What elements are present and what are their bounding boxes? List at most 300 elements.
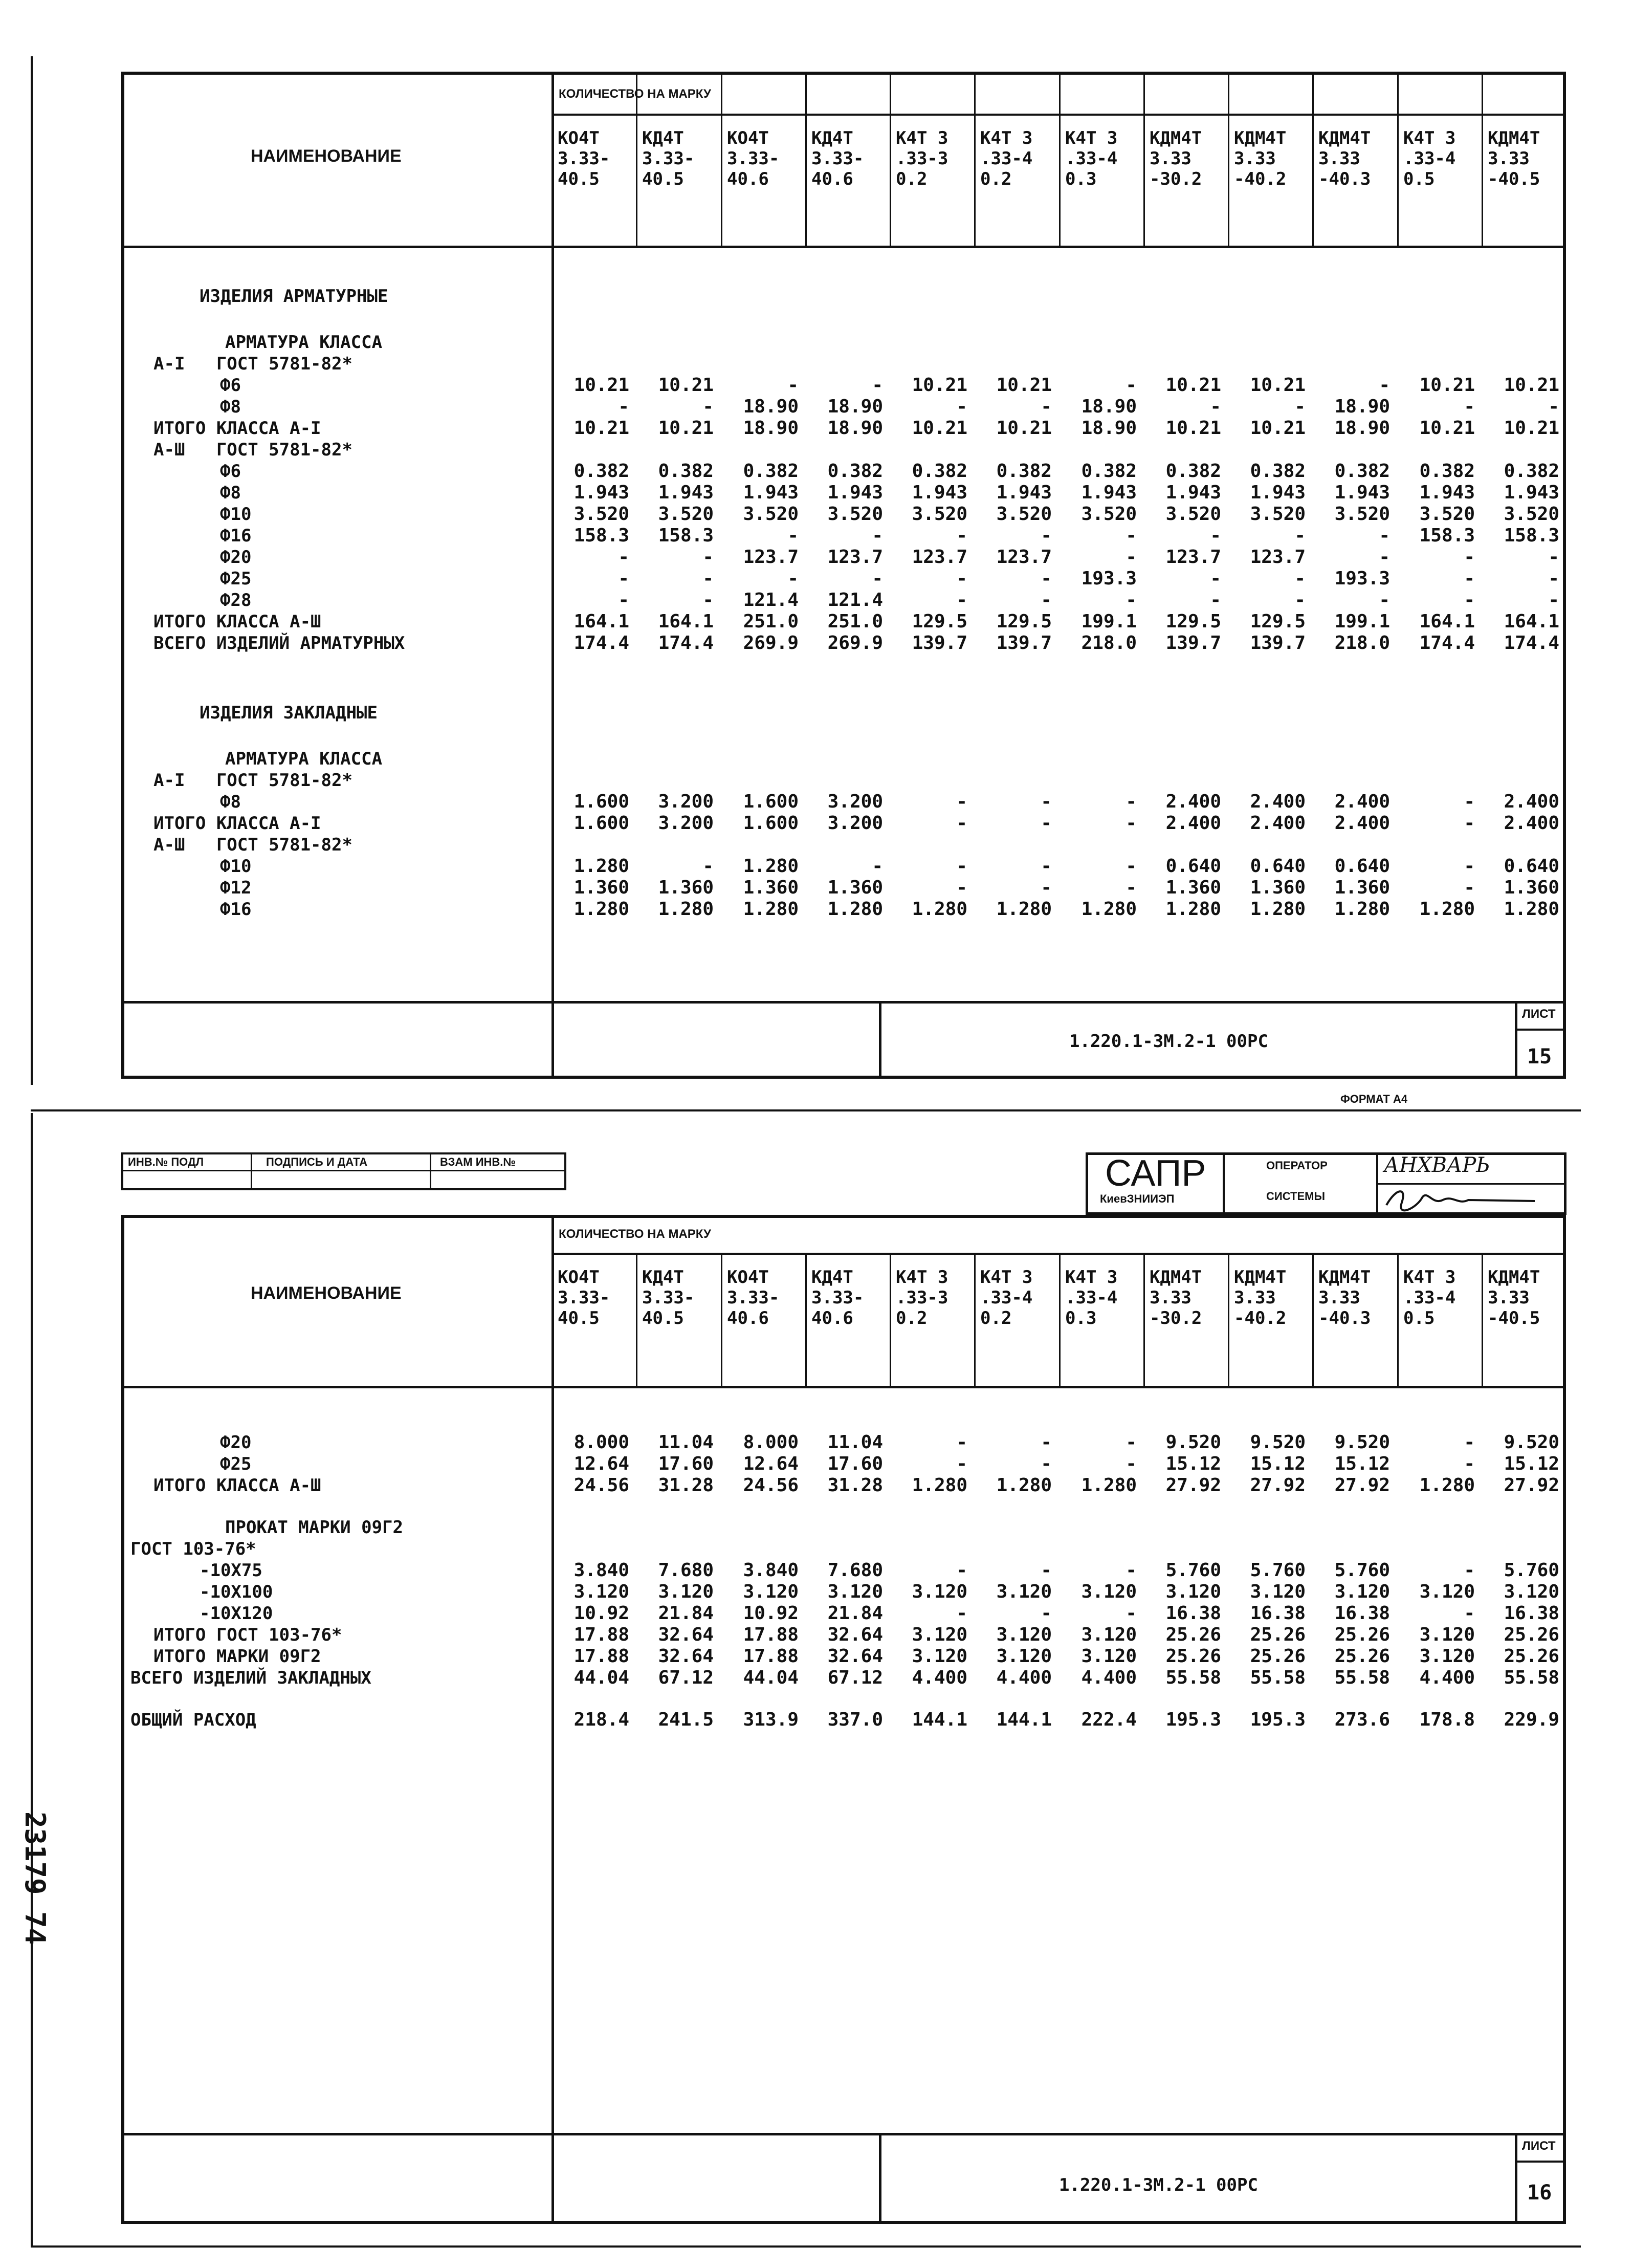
table-cell: -: [618, 396, 629, 417]
column-header-line: КО4Т: [558, 128, 600, 148]
table-cell: 10.21: [912, 418, 967, 439]
table-cell: 0.382: [1165, 461, 1221, 482]
table-cell: 1.280: [912, 1475, 967, 1496]
table-cell: 7.680: [827, 1560, 883, 1581]
table-cell: 1.943: [1081, 482, 1137, 503]
table-cell: 3.120: [1165, 1581, 1221, 1602]
row-label: Ф20: [220, 547, 252, 568]
table-cell: -: [956, 396, 967, 417]
table-cell: 9.520: [1250, 1432, 1306, 1453]
table-cell: 24.56: [743, 1475, 799, 1496]
row-label: Ф6: [220, 375, 241, 396]
column-header-line: 3.33: [1488, 1288, 1530, 1308]
column-header-line: .33-4: [1065, 1288, 1118, 1308]
table-cell: -: [1464, 590, 1475, 610]
table-cell: -: [1464, 1603, 1475, 1624]
table-cell: 55.58: [1165, 1667, 1221, 1688]
table-cell: 10.21: [912, 375, 967, 396]
table-cell: -: [1548, 396, 1559, 417]
table-cell: -: [1041, 813, 1052, 834]
table-cell: 121.4: [827, 590, 883, 610]
column-header-line: .33-4: [1403, 148, 1456, 169]
column-header: [727, 1267, 779, 1328]
table-cell: 0.640: [1165, 856, 1221, 877]
table-cell: 1.943: [1334, 482, 1390, 503]
table-cell: 1.943: [827, 482, 883, 503]
sapr-logo: САПР: [1105, 1153, 1206, 1194]
table-cell: -: [1210, 590, 1221, 610]
table-cell: 32.64: [658, 1646, 714, 1667]
table-cell: -: [956, 877, 967, 898]
table-cell: 3.120: [996, 1581, 1052, 1602]
table-cell: -: [1464, 877, 1475, 898]
table-cell: 3.520: [1504, 504, 1559, 525]
row-label: ИТОГО КЛАССА А-I: [153, 813, 321, 834]
format-label: ФОРМАТ А4: [1340, 1093, 1408, 1105]
column-header-line: .33-3: [896, 1288, 948, 1308]
table-cell: 4.400: [1081, 1667, 1137, 1688]
column-header-line: 3.33-: [558, 148, 610, 169]
column-header-line: .33-3: [896, 148, 948, 169]
table-cell: -: [1464, 1453, 1475, 1474]
table-cell: -: [872, 525, 883, 546]
table-cell: 1.943: [1250, 482, 1306, 503]
column-header-line: 3.33: [1150, 1288, 1191, 1308]
table-cell: 337.0: [827, 1709, 883, 1730]
table-cell: 16.38: [1334, 1603, 1390, 1624]
column-header-line: КДМ4Т: [1150, 128, 1202, 148]
column-header-line: КД4Т: [642, 1267, 684, 1288]
table-cell: 139.7: [996, 633, 1052, 653]
column-header-line: К4Т 3: [980, 128, 1033, 148]
table-cell: 174.4: [658, 633, 714, 653]
name-header-2: НАИМЕНОВАНИЕ: [251, 1283, 402, 1303]
row-label: ИТОГО КЛАССА А-Ш: [153, 1475, 321, 1496]
table-cell: 5.760: [1165, 1560, 1221, 1581]
table-cell: 25.26: [1250, 1624, 1306, 1645]
table-cell: 158.3: [658, 525, 714, 546]
table-cell: 195.3: [1165, 1709, 1221, 1730]
table-cell: 25.26: [1504, 1646, 1559, 1667]
column-header: [980, 128, 1032, 189]
table-cell: 1.280: [1250, 899, 1306, 920]
table-cell: 0.640: [1334, 856, 1390, 877]
row-label: ИТОГО КЛАССА А-Ш: [153, 612, 321, 632]
table-cell: 1.943: [743, 482, 799, 503]
table-cell: 3.120: [1504, 1581, 1559, 1602]
row-label: -10Х75: [200, 1560, 262, 1581]
column-header-line: КДМ4Т: [1234, 1267, 1287, 1288]
column-header-line: 3.33: [1150, 148, 1191, 169]
table-cell: 15.12: [1250, 1453, 1306, 1474]
table-cell: 3.520: [912, 504, 967, 525]
table-cell: -: [1210, 396, 1221, 417]
table-cell: 174.4: [573, 633, 629, 653]
table-cell: 2.400: [1165, 791, 1221, 812]
table-cell: 11.04: [827, 1432, 883, 1453]
table-cell: 3.120: [743, 1581, 799, 1602]
system-label: СИСТЕМЫ: [1266, 1190, 1326, 1203]
column-header-line: 3.33: [1234, 1288, 1276, 1308]
table-cell: 44.04: [573, 1667, 629, 1688]
table-cell: -: [956, 1453, 967, 1474]
table-cell: 18.90: [1081, 396, 1137, 417]
table-cell: 16.38: [1504, 1603, 1559, 1624]
table-cell: 18.90: [827, 396, 883, 417]
table-cell: 32.64: [658, 1624, 714, 1645]
table-cell: -: [1126, 813, 1137, 834]
table-cell: 218.4: [573, 1709, 629, 1730]
table-cell: 1.943: [1419, 482, 1475, 503]
table-cell: -: [702, 590, 714, 610]
table-cell: 129.5: [996, 611, 1052, 632]
table-cell: 3.120: [996, 1624, 1052, 1645]
table-cell: 2.400: [1504, 791, 1559, 812]
table-cell: -: [956, 568, 967, 589]
column-header-line: 3.33-: [642, 148, 695, 169]
table-cell: -: [1126, 590, 1137, 610]
table-cell: 11.04: [658, 1432, 714, 1453]
table-cell: 1.943: [1165, 482, 1221, 503]
table-cell: 273.6: [1334, 1709, 1390, 1730]
side-archive-number: 23179 74: [19, 1812, 51, 1945]
quantity-header-2: КОЛИЧЕСТВО НА МАРКУ: [559, 1227, 711, 1241]
table-cell: -: [1126, 1603, 1137, 1624]
table-cell: 8.000: [743, 1432, 799, 1453]
column-header: [558, 1267, 610, 1328]
row-label: -10Х120: [200, 1603, 273, 1624]
column-header-line: 3.33-: [558, 1288, 610, 1308]
table-cell: 3.120: [1419, 1624, 1475, 1645]
table-cell: 25.26: [1334, 1646, 1390, 1667]
row-label: ВСЕГО ИЗДЕЛИЙ ЗАКЛАДНЫХ: [130, 1668, 371, 1688]
row-label: Ф16: [220, 526, 252, 546]
column-header-line: 3.33-: [811, 148, 864, 169]
column-header-line: 3.33: [1318, 148, 1360, 169]
table-cell: 18.90: [1334, 396, 1390, 417]
row-label: ИТОГО МАРКИ 09Г2: [153, 1646, 321, 1667]
table-cell: 17.88: [573, 1624, 629, 1645]
table-cell: -: [1126, 1432, 1137, 1453]
table-cell: 3.120: [1419, 1646, 1475, 1667]
table-cell: 1.280: [743, 899, 799, 920]
column-header-line: 0.2: [980, 169, 1012, 189]
table-cell: 2.400: [1250, 791, 1306, 812]
table-cell: 3.520: [1165, 504, 1221, 525]
column-header-line: -40.5: [1488, 1308, 1540, 1328]
column-header: [811, 128, 864, 189]
name-header: НАИМЕНОВАНИЕ: [251, 146, 402, 166]
table-cell: 67.12: [658, 1667, 714, 1688]
table-cell: 7.680: [658, 1560, 714, 1581]
table-cell: 3.120: [1250, 1581, 1306, 1602]
table-cell: 174.4: [1504, 633, 1559, 653]
table-cell: 18.90: [743, 396, 799, 417]
table-cell: -: [1379, 375, 1390, 396]
table-cell: 5.760: [1334, 1560, 1390, 1581]
sheet-label-16: ЛИСТ: [1522, 2139, 1556, 2153]
column-header-line: 3.33-: [727, 148, 780, 169]
sheet-label-15: ЛИСТ: [1522, 1007, 1556, 1021]
row-label: Ф16: [220, 899, 252, 920]
table-cell: 1.600: [743, 791, 799, 812]
column-header-line: .33-4: [1065, 148, 1118, 169]
table-cell: -: [1041, 1603, 1052, 1624]
table-cell: 10.21: [658, 418, 714, 439]
column-header: [811, 1267, 864, 1328]
column-header-line: К4Т 3: [980, 1267, 1033, 1288]
doc-code-16: 1.220.1-3М.2-1 00РС: [1059, 2175, 1258, 2195]
table-cell: 18.90: [1081, 418, 1137, 439]
column-header-line: 40.5: [642, 1308, 684, 1328]
table-cell: -: [1379, 547, 1390, 568]
column-header-line: -40.5: [1488, 169, 1540, 189]
table-cell: -: [1548, 547, 1559, 568]
table-cell: 3.520: [1081, 504, 1137, 525]
table-cell: 3.520: [1419, 504, 1475, 525]
table-cell: 251.0: [827, 611, 883, 632]
table-cell: 0.382: [996, 461, 1052, 482]
table-cell: 1.280: [1081, 899, 1137, 920]
column-header-line: 0.3: [1065, 1308, 1097, 1328]
table-cell: -: [702, 568, 714, 589]
table-cell: 174.4: [1419, 633, 1475, 653]
table-cell: 139.7: [1165, 633, 1221, 653]
table-cell: -: [1041, 396, 1052, 417]
column-header-line: КО4Т: [558, 1267, 600, 1288]
column-header-line: К4Т 3: [1065, 128, 1118, 148]
table-cell: 18.90: [827, 418, 883, 439]
table-cell: 55.58: [1250, 1667, 1306, 1688]
table-cell: -: [1041, 1453, 1052, 1474]
column-header-line: 0.2: [896, 169, 928, 189]
page-number-15: 15: [1527, 1045, 1552, 1068]
column-header-line: КДМ4Т: [1488, 1267, 1540, 1288]
table-cell: 3.200: [658, 813, 714, 834]
column-header-line: 3.33: [1234, 148, 1276, 169]
table-cell: 1.360: [743, 877, 799, 898]
operator-label: ОПЕРАТОР: [1266, 1159, 1328, 1172]
table-cell: 10.21: [1250, 418, 1306, 439]
table-cell: -: [1126, 547, 1137, 568]
column-header: [1234, 1267, 1286, 1328]
column-header-line: -40.3: [1318, 169, 1371, 189]
table-cell: 0.382: [743, 461, 799, 482]
table-cell: 10.21: [996, 418, 1052, 439]
table-cell: 25.26: [1504, 1624, 1559, 1645]
row-label: Ф25: [220, 1454, 252, 1474]
table-cell: 3.520: [658, 504, 714, 525]
column-header: [1065, 1267, 1117, 1328]
column-header-line: -40.3: [1318, 1308, 1371, 1328]
table-cell: 15.12: [1165, 1453, 1221, 1474]
operator-name: АНХВАРЬ: [1384, 1153, 1490, 1177]
column-header: [1150, 128, 1202, 189]
column-header-line: 3.33-: [811, 1288, 864, 1308]
table-cell: 3.200: [658, 791, 714, 812]
column-header-line: 3.33-: [642, 1288, 695, 1308]
table-cell: 55.58: [1504, 1667, 1559, 1688]
row-label: Ф10: [220, 504, 252, 525]
column-header: [642, 1267, 694, 1328]
table-cell: -: [872, 856, 883, 877]
table-cell: 12.64: [743, 1453, 799, 1474]
table-cell: 10.21: [1165, 375, 1221, 396]
table-cell: 0.382: [1334, 461, 1390, 482]
table-cell: 55.58: [1334, 1667, 1390, 1688]
table-cell: -: [787, 375, 799, 396]
table-cell: 3.120: [912, 1624, 967, 1645]
org-label: КиевЗНИИЭП: [1100, 1192, 1175, 1205]
column-header-line: К4Т 3: [1065, 1267, 1118, 1288]
table-cell: -: [1126, 375, 1137, 396]
table-cell: 222.4: [1081, 1709, 1137, 1730]
table-cell: -: [1464, 791, 1475, 812]
table-cell: 10.21: [1165, 418, 1221, 439]
table-cell: 18.90: [743, 418, 799, 439]
column-header-line: КД4Т: [642, 128, 684, 148]
table-cell: 0.382: [658, 461, 714, 482]
row-label: ИТОГО ГОСТ 103-76*: [153, 1625, 342, 1645]
table-cell: -: [956, 1603, 967, 1624]
table-cell: -: [702, 547, 714, 568]
table-cell: 3.120: [1081, 1581, 1137, 1602]
table-cell: 1.280: [1419, 899, 1475, 920]
table-cell: 27.92: [1165, 1475, 1221, 1496]
table-cell: 1.360: [1334, 877, 1390, 898]
column-header: [896, 128, 948, 189]
table-cell: 199.1: [1081, 611, 1137, 632]
table-cell: 3.520: [1334, 504, 1390, 525]
table-cell: -: [1126, 1560, 1137, 1581]
table-cell: 1.280: [1081, 1475, 1137, 1496]
table-cell: 8.000: [573, 1432, 629, 1453]
table-cell: 5.760: [1504, 1560, 1559, 1581]
table-cell: -: [956, 1560, 967, 1581]
table-cell: 123.7: [996, 547, 1052, 568]
table-cell: 1.280: [996, 899, 1052, 920]
table-cell: 10.92: [743, 1603, 799, 1624]
table-cell: 10.21: [1250, 375, 1306, 396]
table-cell: 2.400: [1165, 813, 1221, 834]
table-cell: 158.3: [1419, 525, 1475, 546]
table-cell: -: [1126, 856, 1137, 877]
row-label: ПРОКАТ МАРКИ 09Г2: [225, 1517, 403, 1538]
table-cell: -: [1041, 568, 1052, 589]
table-cell: -: [1294, 590, 1306, 610]
row-label: Ф20: [220, 1432, 252, 1453]
column-header: [1403, 1267, 1455, 1328]
column-header-line: -30.2: [1150, 169, 1202, 189]
table-cell: 1.280: [743, 856, 799, 877]
table-cell: 193.3: [1081, 568, 1137, 589]
table-cell: 229.9: [1504, 1709, 1559, 1730]
table-cell: -: [1379, 525, 1390, 546]
table-cell: 144.1: [996, 1709, 1052, 1730]
table-cell: 3.520: [996, 504, 1052, 525]
column-header-line: КДМ4Т: [1318, 1267, 1371, 1288]
table-cell: 269.9: [827, 633, 883, 653]
table-cell: 1.280: [1334, 899, 1390, 920]
table-cell: 164.1: [658, 611, 714, 632]
table-cell: 3.520: [827, 504, 883, 525]
column-header-line: 40.6: [727, 169, 769, 189]
table-cell: -: [1464, 1432, 1475, 1453]
table-cell: 27.92: [1334, 1475, 1390, 1496]
table-cell: 10.21: [573, 375, 629, 396]
table-cell: 1.360: [1165, 877, 1221, 898]
table-cell: -: [702, 396, 714, 417]
table-cell: 3.200: [827, 813, 883, 834]
table-cell: 10.21: [996, 375, 1052, 396]
table-cell: 32.64: [827, 1624, 883, 1645]
row-label: АРМАТУРА КЛАССА: [225, 332, 383, 353]
column-header-line: КД4Т: [811, 128, 853, 148]
table-cell: 129.5: [1250, 611, 1306, 632]
table-cell: 9.520: [1334, 1432, 1390, 1453]
table-cell: 1.360: [827, 877, 883, 898]
table-cell: 5.760: [1250, 1560, 1306, 1581]
table-cell: 3.120: [1081, 1624, 1137, 1645]
table-cell: -: [1294, 568, 1306, 589]
table-cell: 199.1: [1334, 611, 1390, 632]
table-cell: 1.280: [1165, 899, 1221, 920]
row-label: Ф8: [220, 483, 241, 503]
column-header-line: 40.6: [727, 1308, 769, 1328]
table-cell: 27.92: [1504, 1475, 1559, 1496]
table-cell: 3.520: [743, 504, 799, 525]
table-cell: 123.7: [827, 547, 883, 568]
table-cell: 218.0: [1334, 633, 1390, 653]
podpis-label: ПОДПИСЬ И ДАТА: [266, 1155, 368, 1168]
table-cell: 3.120: [996, 1646, 1052, 1667]
column-header-line: -40.2: [1234, 1308, 1287, 1328]
column-header-line: 0.3: [1065, 169, 1097, 189]
table-cell: -: [1126, 525, 1137, 546]
table-cell: 3.520: [1250, 504, 1306, 525]
table-cell: 17.88: [573, 1646, 629, 1667]
table-cell: 21.84: [658, 1603, 714, 1624]
column-header-line: КДМ4Т: [1488, 128, 1540, 148]
table-cell: 139.7: [912, 633, 967, 653]
table-cell: 3.200: [827, 791, 883, 812]
table-cell: 2.400: [1250, 813, 1306, 834]
column-header-line: К4Т 3: [1403, 1267, 1456, 1288]
table-cell: 0.382: [912, 461, 967, 482]
column-header: [896, 1267, 948, 1328]
row-label: А-I ГОСТ 5781-82*: [153, 770, 352, 791]
row-label: -10Х100: [200, 1582, 273, 1602]
row-label: ИЗДЕЛИЯ ЗАКЛАДНЫЕ: [200, 703, 378, 723]
table-cell: 1.600: [573, 791, 629, 812]
table-cell: -: [956, 856, 967, 877]
table-cell: -: [1548, 590, 1559, 610]
column-header: [1234, 128, 1286, 189]
table-cell: -: [956, 525, 967, 546]
table-cell: 193.3: [1334, 568, 1390, 589]
row-label: ИЗДЕЛИЯ АРМАТУРНЫЕ: [200, 286, 388, 307]
table-cell: 129.5: [912, 611, 967, 632]
table-cell: 32.64: [827, 1646, 883, 1667]
column-header-line: -30.2: [1150, 1308, 1202, 1328]
table-cell: -: [618, 547, 629, 568]
table-cell: -: [956, 791, 967, 812]
table-cell: 129.5: [1165, 611, 1221, 632]
column-header-line: КД4Т: [811, 1267, 853, 1288]
table-cell: 1.943: [912, 482, 967, 503]
table-cell: 21.84: [827, 1603, 883, 1624]
table-cell: -: [1041, 1432, 1052, 1453]
